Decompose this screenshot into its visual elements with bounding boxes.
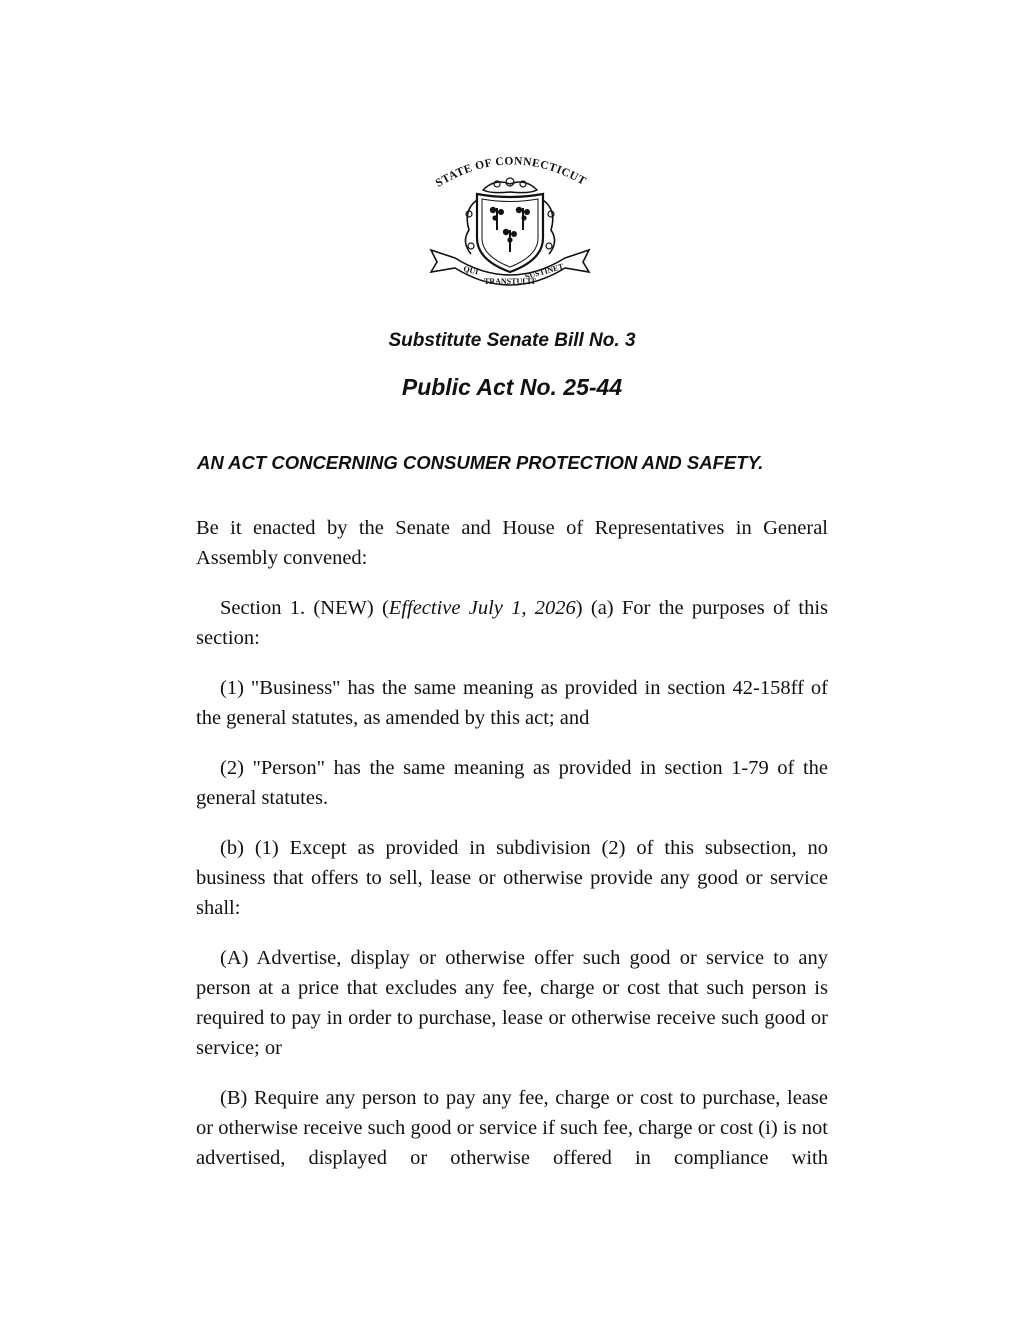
- svg-text:SUSTINET: SUSTINET: [524, 261, 565, 282]
- effective-date: Effective July 1, 2026: [388, 597, 576, 619]
- subsection-b: (b) (1) Except as provided in subdivision (2) of this subsection, no business that offers to sell, lease or otherwise provide any good or service shall:: [196, 837, 828, 919]
- bill-body: [196, 513, 828, 1193]
- svg-text:TRANSTULIT: TRANSTULIT: [483, 277, 537, 286]
- subparagraph-b: (B) Require any person to pay any fee, charge or cost to purchase, lease or otherwise receive such good or service if such fee, charge or cost (i) is not advertised, displayed or otherwise offered in compliance with: [196, 1087, 828, 1169]
- definition-business: (1) "Business" has the same meaning as provided in section 42-158ff of the general statutes, as amended by this act; and: [196, 677, 828, 729]
- public-act-number: Public Act No. 25-44: [401, 374, 623, 400]
- bill-number: Substitute Senate Bill No. 3: [388, 330, 636, 351]
- svg-text:QUI: QUI: [462, 264, 480, 277]
- subparagraph-a: (A) Advertise, display or otherwise offer such good or service to any person at a price that excludes any fee, charge or cost that such person is required to pay in order to purchase, lease or otherwise receive such good or service; or: [196, 947, 828, 1059]
- enacting-clause: Be it enacted by the Senate and House of Representatives in General Assembly convened:: [196, 517, 828, 569]
- svg-text:STATE OF CONNECTICUT: STATE OF CONNECTICUT: [433, 155, 588, 190]
- state-seal-logo: [425, 150, 595, 300]
- definition-person: (2) "Person" has the same meaning as provided in section 1-79 of the general statutes.: [196, 757, 828, 809]
- section-1-heading: Section 1. (NEW) (Effective July 1, 2026) (a) For the purposes of this section:: [196, 597, 828, 649]
- act-title: AN ACT CONCERNING CONSUMER PROTECTION AND SAFETY.: [197, 452, 764, 473]
